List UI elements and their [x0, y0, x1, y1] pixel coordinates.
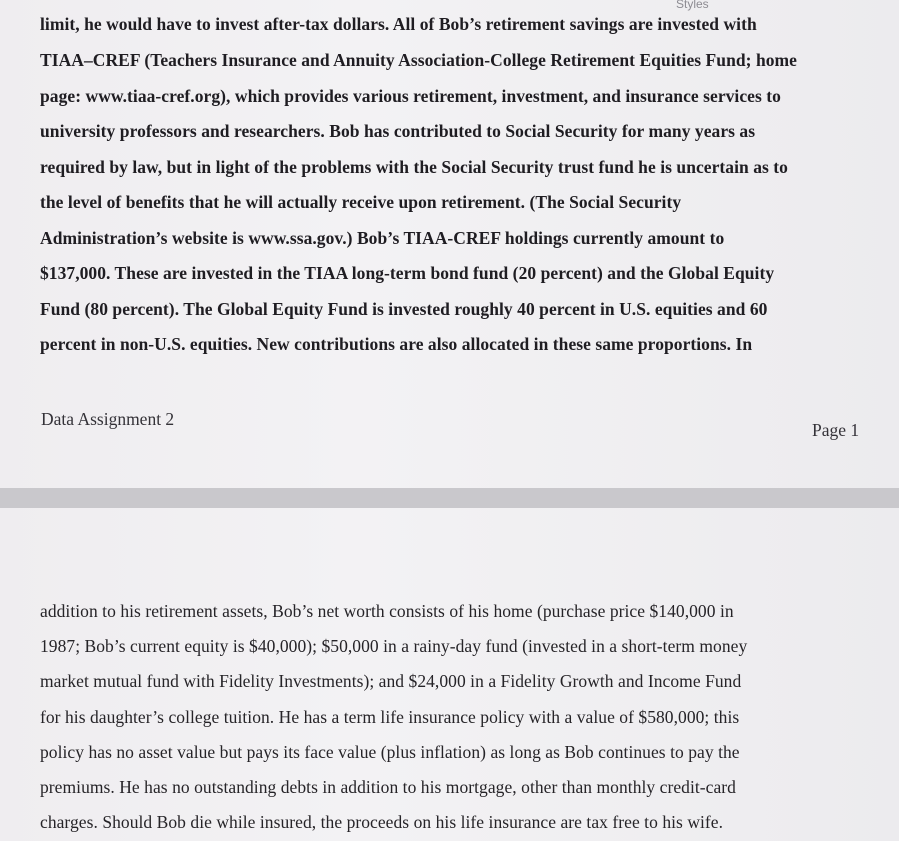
- page2-line-2: 1987; Bob’s current equity is $40,000); $50,000 in a rainy-day fund (invested in a short-term money: [40, 636, 748, 656]
- page1-line-2: TIAA–CREF (Teachers Insurance and Annuity Association-College Retirement Equities Fund; home: [40, 50, 797, 70]
- page2-line-7: charges. Should Bob die while insured, the proceeds on his life insurance are tax free to his wife.: [40, 812, 724, 832]
- page1-line-6: the level of benefits that he will actually receive upon retirement. (The Social Security: [40, 192, 682, 212]
- page-footer-title: Data Assignment 2: [41, 409, 175, 429]
- page1-line-9: Fund (80 percent). The Global Equity Fund is invested roughly 40 percent in U.S. equities and 60: [40, 299, 768, 319]
- document-page-2: [0, 508, 899, 841]
- page1-line-10: percent in non-U.S. equities. New contributions are also allocated in these same proportions. In: [40, 334, 753, 354]
- page2-line-5: policy has no asset value but pays its face value (plus inflation) as long as Bob continues to pay the: [40, 742, 740, 762]
- page2-line-3: market mutual fund with Fidelity Investments); and $24,000 in a Fidelity Growth and Income Fund: [40, 671, 742, 691]
- page2-line-4: for his daughter’s college tuition. He has a term life insurance policy with a value of $580,000; this: [40, 707, 740, 727]
- page1-line-7: Administration’s website is www.ssa.gov.) Bob’s TIAA-CREF holdings currently amount to: [40, 228, 725, 248]
- page1-line-3: page: www.tiaa-cref.org), which provides various retirement, investment, and insurance services to: [40, 86, 781, 106]
- page2-line-1: addition to his retirement assets, Bob’s net worth consists of his home (purchase price $140,000 in: [40, 601, 734, 621]
- page1-line-5: required by law, but in light of the problems with the Social Security trust fund he is uncertain as to: [40, 157, 788, 177]
- page-number: Page 1: [812, 420, 860, 440]
- page1-line-1: limit, he would have to invest after-tax dollars. All of Bob’s retirement savings are invested with: [40, 14, 757, 34]
- page1-line-8: $137,000. These are invested in the TIAA long-term bond fund (20 percent) and the Global Equity: [40, 263, 775, 283]
- page2-line-6: premiums. He has no outstanding debts in addition to his mortgage, other than monthly credit-card: [40, 777, 736, 797]
- styles-label[interactable]: Styles: [676, 0, 709, 11]
- page1-line-4: university professors and researchers. Bob has contributed to Social Security for many years as: [40, 121, 756, 141]
- page-separator: [0, 488, 899, 508]
